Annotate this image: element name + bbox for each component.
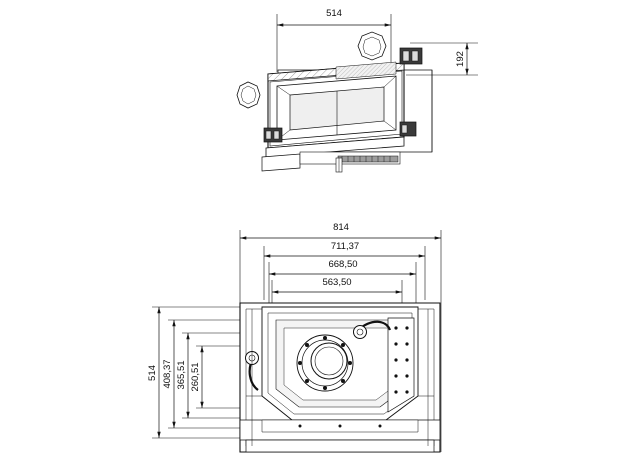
octagon-nut-left bbox=[237, 82, 260, 108]
flue-collar bbox=[297, 335, 353, 391]
dimension-label-668-50: 668,50 bbox=[328, 259, 358, 270]
octagon-nut-top bbox=[358, 32, 386, 60]
dimension-label-563-50: 563,50 bbox=[322, 277, 352, 288]
plan-front-frame bbox=[240, 420, 440, 452]
left-hinge-block bbox=[264, 128, 282, 142]
right-bracket-plate bbox=[388, 318, 414, 412]
dimension-label-365-51: 365,51 bbox=[176, 360, 187, 390]
dimension-label-814: 814 bbox=[333, 222, 349, 233]
dimension-label-192: 192 bbox=[455, 51, 466, 67]
glass-panel bbox=[277, 76, 396, 140]
dimension-label-514-top: 514 bbox=[326, 8, 342, 19]
dimension-label-260-51: 260,51 bbox=[190, 362, 201, 392]
dimension-label-711-37: 711,37 bbox=[330, 241, 360, 252]
dimension-label-408-37: 408,37 bbox=[162, 359, 173, 389]
dimension-label-514-plan: 514 bbox=[147, 365, 158, 381]
